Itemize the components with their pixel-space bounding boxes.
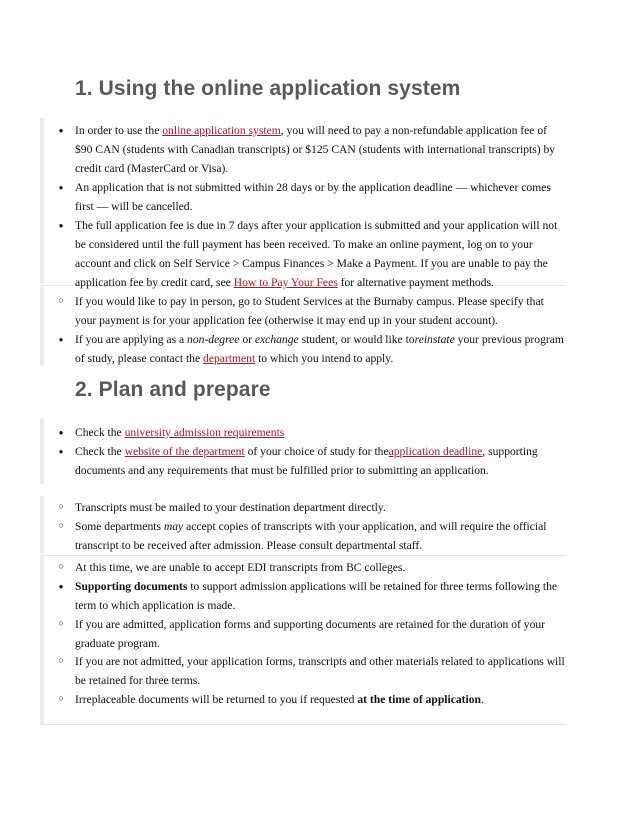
admission-requirements-link[interactable]: university admission requirements (124, 426, 285, 439)
bullet-disc (56, 216, 66, 236)
section-2-heading: 2. Plan and prepare (75, 378, 271, 401)
list-item: ● Check the website of the department of your choice of study for theapplication deadline, supporting documents and any requirements that must be fulfilled prior to submitting an application. (75, 442, 567, 480)
application-deadline-link[interactable]: application deadline (388, 445, 483, 458)
list-item: ○ If you are not admitted, your application forms, transcripts and other materials related to applications will be retained for three terms. (75, 652, 567, 690)
list-item: ● An application that is not submitted within 28 days or by the application deadline — whichever comes first — will be cancelled. (75, 178, 567, 216)
left-rule-1 (40, 118, 44, 284)
left-rule-2 (40, 286, 44, 366)
list-item: ○ If you are admitted, application forms and supporting documents are retained for the duration of your graduate program. (75, 615, 567, 653)
bullet-circle (56, 498, 66, 518)
list-item: ○ At this time, we are unable to accept EDI transcripts from BC colleges. (75, 558, 567, 577)
list-item: ● The full application fee is due in 7 days after your application is submitted and your application will not be considered until the full payment has been received. To make an online payment, log on to your account and click on Self Service > Campus Finances > Make a Payment. If you are unable to pay the application fee by credit card, see How to Pay Your Fees for alternative payment methods. (75, 216, 567, 292)
list-item: ● Check the university admission requirements (75, 423, 567, 442)
list-item: ● Supporting documents to support admission applications will be retained for three terms following the term to which application is made. (75, 577, 567, 615)
how-to-pay-fees-link[interactable]: How to Pay Your Fees (233, 276, 338, 289)
bullet-disc (56, 330, 66, 350)
left-rule-3 (40, 418, 44, 484)
list-item: ○ If you would like to pay in person, go to Student Services at the Burnaby campus. Please specify that your payment is for your application fee (otherwise it may end up in your student account). (75, 292, 567, 330)
list-item: ○ Some departments may accept copies of transcripts with your application, and will require the official transcript to be received after admission. Please consult departmental staff. (75, 517, 567, 555)
department-website-link[interactable]: website of the department (124, 445, 245, 458)
left-rule-4 (40, 496, 44, 554)
online-application-system-link[interactable]: online application system (162, 124, 281, 137)
bullet-circle (56, 615, 66, 635)
list-item: ○ Irreplaceable documents will be returned to you if requested at the time of application. (75, 690, 567, 709)
bullet-disc (56, 577, 66, 597)
divider-3 (40, 724, 566, 725)
department-link[interactable]: department (203, 352, 256, 365)
list-item: ● If you are applying as a non-degree or exchange student, or would like toreinstate your previous program of study, please contact the department to which you intend to apply. (75, 330, 567, 368)
left-rule-5 (40, 556, 44, 724)
bullet-disc (56, 121, 66, 141)
bullet-disc (56, 178, 66, 198)
divider-2 (40, 555, 566, 556)
bullet-circle (56, 558, 66, 578)
bullet-circle (56, 690, 66, 710)
bullet-circle (56, 517, 66, 537)
list-item: ○ Transcripts must be mailed to your destination department directly. (75, 498, 567, 517)
bullet-circle (56, 652, 66, 672)
section-1-heading: 1. Using the online application system (75, 77, 461, 100)
bullet-disc (56, 442, 66, 462)
bullet-circle (56, 292, 66, 312)
list-item: ● In order to use the online application system, you will need to pay a non-refundable application fee of $90 CAN (students with Canadian transcripts) or $125 CAN (students with international transcripts) by credit card (MasterCard or Visa). (75, 121, 567, 178)
bullet-disc (56, 423, 66, 443)
